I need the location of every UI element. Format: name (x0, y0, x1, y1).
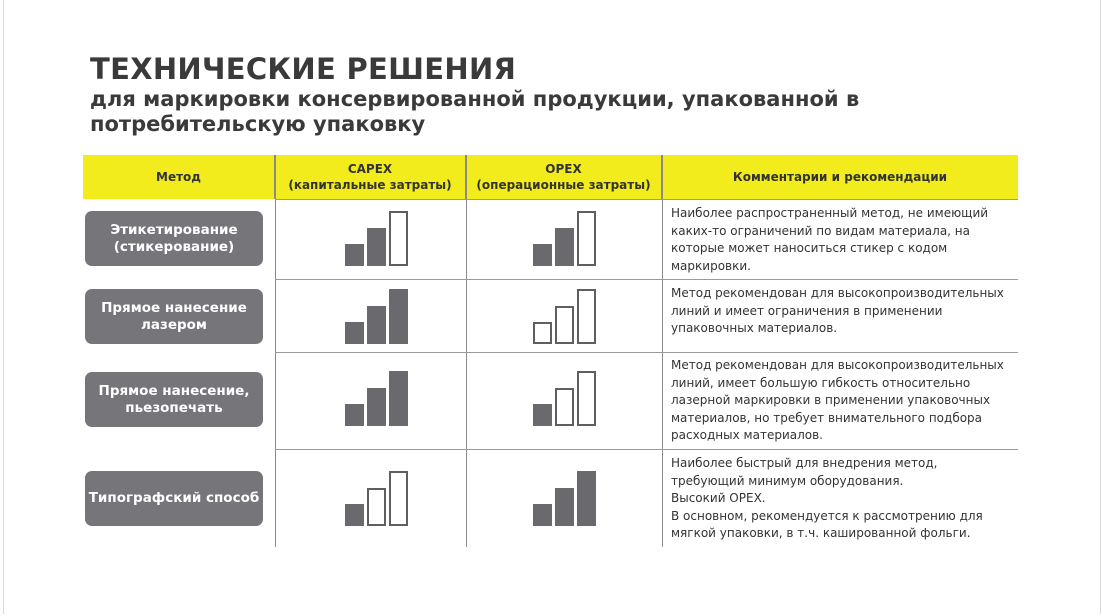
method-label-piezo (85, 372, 263, 427)
page-title: ТЕХНИЧЕСКИЕ РЕШЕНИЯ (90, 52, 517, 86)
comment-line: требующий минимум оборудования. (671, 473, 904, 488)
level-bar-filled (533, 404, 552, 426)
header-opex-subtitle: (операционные затраты) (476, 178, 651, 192)
level-bar-filled (345, 504, 364, 526)
comment-cell (671, 357, 1017, 445)
comment-line: Наиболее быстрый для внедрения метод, (671, 456, 938, 470)
row-divider (275, 449, 1018, 450)
comment-line: лазерной маркировки в применении упаковочных (671, 393, 991, 407)
method-label-labeling (85, 211, 263, 266)
header-opex-title: OPEX (545, 162, 582, 176)
method-label-typography (85, 471, 263, 526)
level-bar-filled (345, 322, 364, 344)
method-name: Прямое нанесение, (98, 382, 250, 399)
comment-line: упаковочных материалов. (671, 321, 838, 335)
level-bar-filled (367, 306, 386, 344)
level-bar-filled (389, 371, 408, 426)
row-divider (275, 279, 1018, 280)
comment-line: линий, имеет большую гибкость относительно (671, 375, 971, 390)
row-divider (275, 352, 1018, 353)
header-capex-title: CAPEX (347, 162, 393, 176)
level-bar-filled (533, 504, 552, 526)
level-bar-empty (555, 388, 574, 426)
opex-level-bars (533, 289, 597, 344)
opex-level-bars (533, 471, 597, 526)
comment-line: Метод рекомендован для высокопроизводительных (671, 286, 1004, 300)
comment-line: которые может наноситься стикер с кодом (671, 241, 948, 255)
header-capex-subtitle: (капитальные затраты) (288, 178, 452, 192)
capex-level-bars (345, 289, 409, 344)
capex-level-bars (345, 211, 409, 266)
level-bar-filled (367, 228, 386, 266)
level-bar-filled (555, 488, 574, 526)
comment-line: Метод рекомендован для высокопроизводительных (671, 358, 1004, 372)
comment-cell (671, 205, 1017, 275)
comment-line: материалов, но требует внимательного подбора (671, 410, 983, 425)
capex-level-bars (345, 471, 409, 526)
method-name: Этикетирование (110, 221, 238, 238)
comment-line: Наиболее распространенный метод, не имеющий (671, 206, 989, 220)
page-subtitle: для маркировки консервированной продукции, упакованной в потребительскую упаковку (90, 87, 860, 136)
comment-cell (671, 455, 1017, 543)
method-name: Типографский способ (88, 490, 260, 506)
row-divider (275, 199, 1018, 200)
comment-line: мягкой упаковки, в т.ч. кашированной фольги. (671, 526, 971, 540)
comment-line: В основном, рекомендуется к рассмотрению для (671, 508, 983, 523)
comment-line: каких-то ограничений по видам материала, на (671, 223, 971, 238)
level-bar-empty (577, 371, 596, 426)
comment-cell (671, 285, 1017, 338)
comment-line: маркировки. (671, 258, 751, 273)
level-bar-filled (389, 289, 408, 344)
level-bar-filled (555, 228, 574, 266)
level-bar-filled (577, 471, 596, 526)
level-bar-empty (389, 211, 408, 266)
column-divider (466, 155, 467, 547)
level-bar-empty (577, 211, 596, 266)
header-method-label: Метод (156, 170, 201, 184)
column-divider (662, 155, 663, 547)
level-bar-filled (345, 244, 364, 266)
comment-line: линий и имеет ограничения в применении (671, 303, 943, 318)
level-bar-empty (389, 471, 408, 526)
level-bar-empty (555, 306, 574, 344)
level-bar-empty (577, 289, 596, 344)
method-label-laser (85, 289, 263, 344)
header-capex (275, 155, 466, 199)
method-name: Прямое нанесение (101, 299, 247, 316)
level-bar-filled (345, 404, 364, 426)
column-divider (275, 155, 276, 547)
capex-level-bars (345, 371, 409, 426)
level-bar-filled (367, 388, 386, 426)
method-name-detail: (стикерование) (113, 238, 235, 255)
level-bar-empty (367, 488, 386, 526)
header-opex (466, 155, 662, 199)
level-bar-empty (533, 322, 552, 344)
opex-level-bars (533, 211, 597, 266)
method-name-detail: пьезопечать (125, 399, 223, 416)
level-bar-filled (533, 244, 552, 266)
opex-level-bars (533, 371, 597, 426)
method-name-detail: лазером (141, 316, 207, 333)
comment-line: расходных материалов. (671, 428, 823, 442)
header-method (83, 155, 275, 199)
comment-line: Высокий OPEX. (671, 491, 766, 505)
header-comments-label: Комментарии и рекомендации (732, 170, 948, 184)
header-comments (662, 155, 1018, 199)
